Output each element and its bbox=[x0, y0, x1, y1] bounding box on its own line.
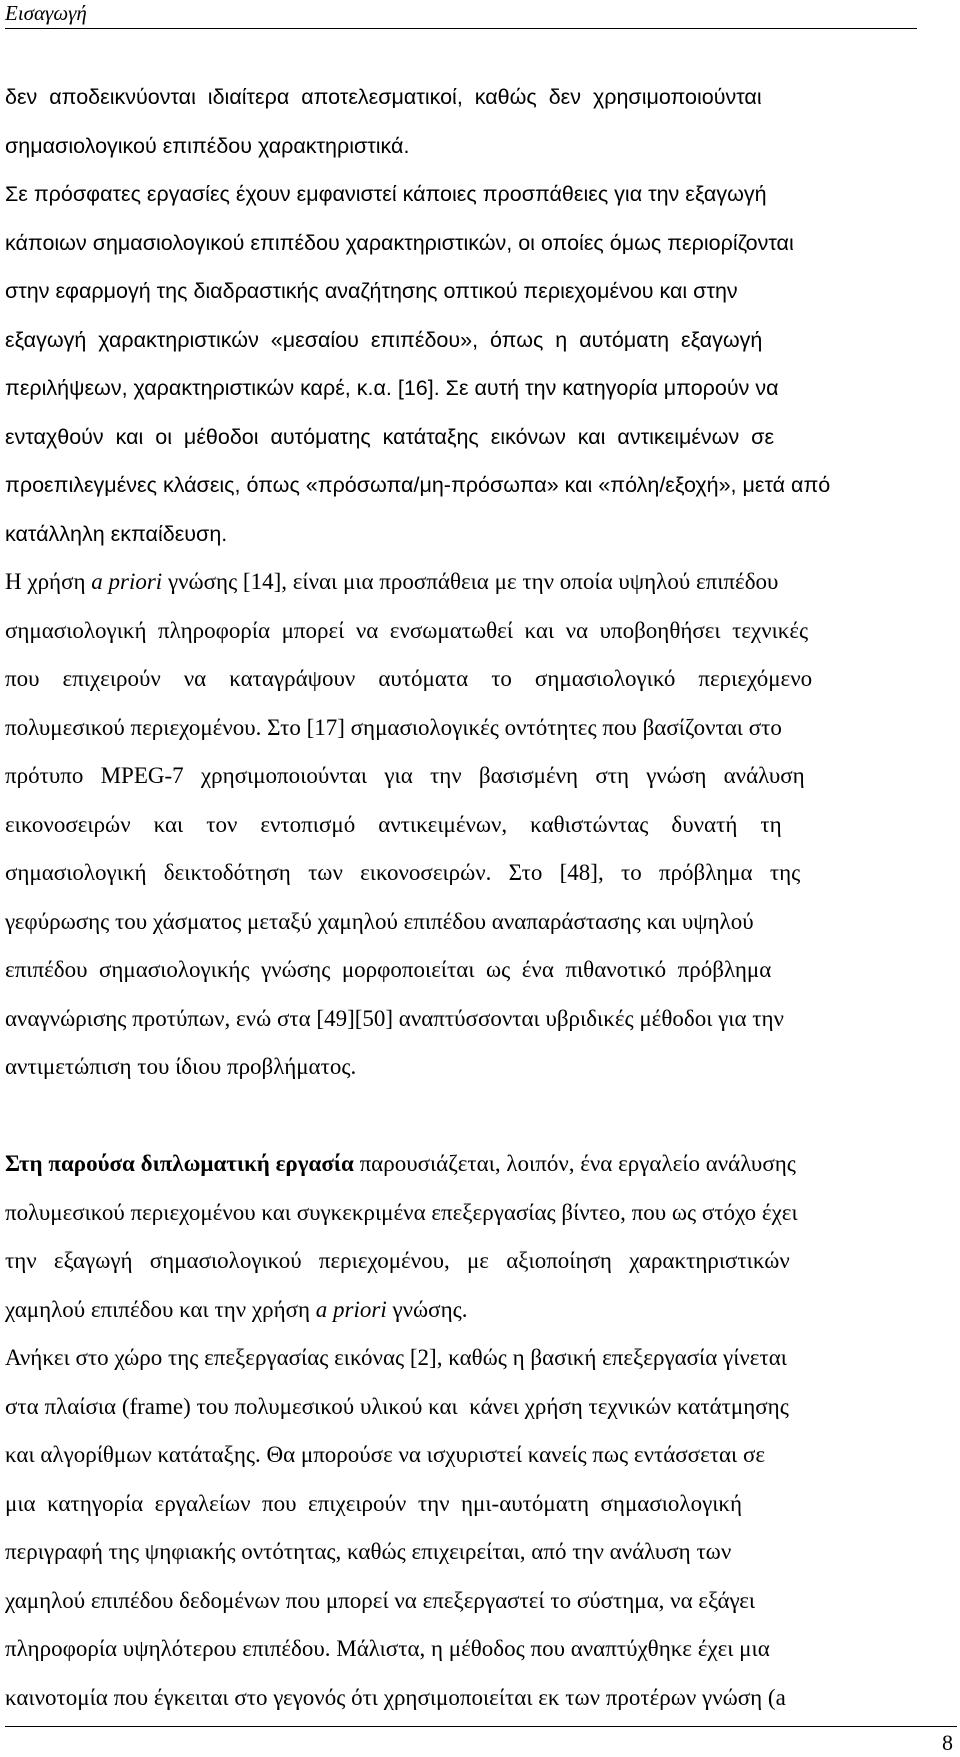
text-run: χαμηλού επιπέδου και την χρήση bbox=[5, 1296, 316, 1322]
text-run: γνώσης. bbox=[386, 1296, 468, 1322]
running-header bbox=[5, 0, 917, 29]
text-line bbox=[5, 1480, 957, 1529]
paragraph-gap bbox=[5, 1092, 957, 1141]
text-run: περιλήψεων, χαρακτηριστικών καρέ, κ.α. [16]. Σε αυτή την κατηγορία μπορούν να bbox=[5, 376, 779, 400]
running-title: Εισαγωγή bbox=[5, 1, 87, 25]
page-number: 8 bbox=[942, 1730, 953, 1755]
text-run: επιπέδου σημασιολογικής γνώσης μορφοποιείται ως ένα πιθανοτικό πρόβλημα bbox=[5, 957, 772, 982]
text-line bbox=[5, 170, 957, 219]
text-run: πολυμεσικού περιεχομένου και συγκεκριμένα επεξεργασίας βίντεο, που ως στόχο έχει bbox=[5, 1199, 798, 1225]
text-line bbox=[5, 995, 957, 1044]
text-line bbox=[5, 607, 957, 656]
text-line bbox=[5, 1528, 957, 1577]
text-line bbox=[5, 1237, 957, 1286]
text-line bbox=[5, 1140, 957, 1189]
text-line bbox=[5, 1383, 957, 1432]
text-run: πρότυπο MPEG-7 χρησιμοποιούνται για την βασισμένη στη γνώση ανάλυση bbox=[5, 763, 805, 788]
text-line bbox=[5, 1043, 957, 1092]
text-line bbox=[5, 752, 957, 801]
text-line bbox=[5, 898, 957, 947]
text-run: σημασιολογική δεικτοδότηση των εικονοσειρών. Στο [48], το πρόβλημα της bbox=[5, 860, 801, 885]
text-line bbox=[5, 946, 957, 995]
text-run: κάποιων σημασιολογικού επιπέδου χαρακτηριστικών, οι οποίες όμως περιορίζονται bbox=[5, 230, 794, 255]
text-line bbox=[5, 801, 957, 850]
text-line bbox=[5, 413, 957, 462]
text-run: Ανήκει στο χώρο της επεξεργασίας εικόνας [2], καθώς η βασική επεξεργασία γίνεται bbox=[5, 1345, 787, 1370]
text-line bbox=[5, 364, 957, 413]
text-run: σημασιολογικού επιπέδου χαρακτηριστικά. bbox=[5, 133, 410, 158]
text-line bbox=[5, 1286, 957, 1335]
text-line bbox=[5, 73, 957, 122]
text-run: αντιμετώπιση του ίδιου προβλήματος. bbox=[5, 1054, 357, 1079]
text-line bbox=[5, 1674, 957, 1723]
text-run: στην εφαρμογή της διαδραστικής αναζήτησης οπτικού περιεχομένου και στην bbox=[5, 279, 738, 303]
text-run: δεν αποδεικνύονται ιδιαίτερα αποτελεσματικοί, καθώς δεν χρησιμοποιούνται bbox=[5, 85, 762, 109]
text-line bbox=[5, 219, 957, 268]
text-run: Σε πρόσφατες εργασίες έχουν εμφανιστεί κάποιες προσπάθειες για την εξαγωγή bbox=[5, 182, 767, 206]
text-line bbox=[5, 1577, 957, 1626]
bold-phrase: Στη παρούσα διπλωματική εργασία bbox=[5, 1151, 354, 1176]
body-text bbox=[5, 73, 957, 1722]
text-line bbox=[5, 558, 957, 607]
text-run: Η χρήση bbox=[5, 569, 92, 594]
text-line bbox=[5, 1189, 957, 1238]
text-run: που επιχειρούν να καταγράψουν αυτόματα το σημασιολογικό περιεχόμενο bbox=[5, 666, 813, 691]
text-run: γνώσης [14], είναι μια προσπάθεια με την οποία υψηλού επιπέδου bbox=[162, 569, 779, 594]
text-run: χαμηλού επιπέδου δεδομένων που μπορεί να επεξεργαστεί το σύστημα, να εξάγει bbox=[5, 1587, 756, 1613]
text-run: κατάλληλη εκπαίδευση. bbox=[5, 521, 228, 546]
text-run: εικονοσειρών και τον εντοπισμό αντικειμένων, καθιστώντας δυνατή τη bbox=[5, 811, 782, 837]
italic-phrase: a priori bbox=[91, 569, 163, 594]
text-line bbox=[5, 655, 957, 704]
text-line bbox=[5, 1431, 957, 1480]
text-run: καινοτομία που έγκειται στο γεγονός ότι χρησιμοποιείται εκ των προτέρων γνώση (a bbox=[5, 1684, 786, 1710]
text-run: την εξαγωγή σημασιολογικού περιεχομένου, με αξιοποίηση χαρακτηριστικών bbox=[5, 1248, 790, 1273]
text-run: και αλγορίθμων κατάταξης. Θα μπορούσε να ισχυριστεί κανείς πως εντάσσεται σε bbox=[5, 1442, 766, 1467]
text-run: εξαγωγή χαρακτηριστικών «μεσαίου επιπέδου», όπως η αυτόματη εξαγωγή bbox=[5, 327, 763, 352]
text-line bbox=[5, 316, 957, 365]
italic-phrase: a priori bbox=[315, 1296, 387, 1322]
text-run: αναγνώρισης προτύπων, ενώ στα [49][50] αναπτύσσονται υβριδικές μέθοδοι για την bbox=[5, 1005, 784, 1031]
text-run: παρουσιάζεται, λοιπόν, ένα εργαλείο ανάλυσης bbox=[353, 1151, 796, 1176]
text-run: προεπιλεγμένες κλάσεις, όπως «πρόσωπα/μη-πρόσωπα» και «πόλη/εξοχή», μετά από bbox=[5, 473, 831, 497]
text-run: πληροφορία υψηλότερου επιπέδου. Μάλιστα, η μέθοδος που αναπτύχθηκε έχει μια bbox=[5, 1636, 770, 1661]
text-line bbox=[5, 267, 957, 316]
text-run: πολυμεσικού περιεχομένου. Στο [17] σημασιολογικές οντότητες που βασίζονται στο bbox=[5, 714, 782, 740]
text-line bbox=[5, 1625, 957, 1674]
text-line bbox=[5, 1334, 957, 1383]
text-line bbox=[5, 461, 957, 510]
footer-rule bbox=[5, 1726, 957, 1727]
text-run: περιγραφή της ψηφιακής οντότητας, καθώς επιχειρείται, από την ανάλυση των bbox=[5, 1539, 732, 1564]
text-run: μια κατηγορία εργαλείων που επιχειρούν την ημι-αυτόματη σημασιολογική bbox=[5, 1490, 743, 1516]
text-run: γεφύρωσης του χάσματος μεταξύ χαμηλού επιπέδου αναπαράστασης και υψηλού bbox=[5, 908, 754, 934]
text-line bbox=[5, 704, 957, 753]
text-run: στα πλαίσια (frame) του πολυμεσικού υλικού και κάνει χρήση τεχνικών κατάτμησης bbox=[5, 1393, 789, 1419]
text-line bbox=[5, 122, 957, 171]
text-line bbox=[5, 510, 957, 559]
text-run: σημασιολογική πληροφορία μπορεί να ενσωματωθεί και να υποβοηθήσει τεχνικές bbox=[5, 617, 809, 643]
text-line bbox=[5, 849, 957, 898]
text-run: ενταχθούν και οι μέθοδοι αυτόματης κατάταξης εικόνων και αντικειμένων σε bbox=[5, 424, 775, 449]
